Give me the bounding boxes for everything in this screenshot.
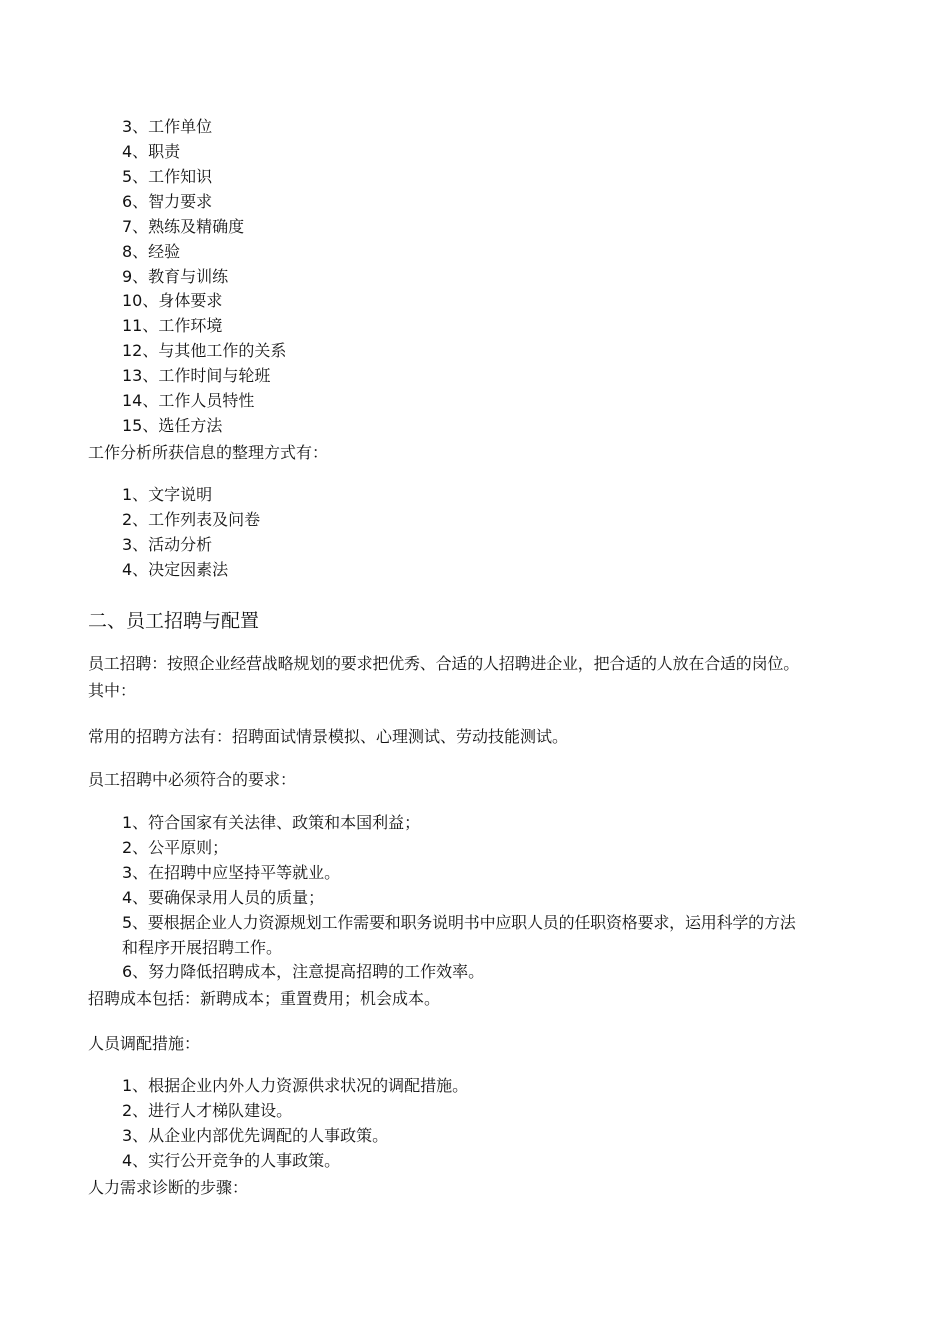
list-item: 12、与其他工作的关系 <box>122 341 287 360</box>
list-item: 4、职责 <box>122 142 181 161</box>
list-item: 9、教育与训练 <box>122 267 229 286</box>
list-item: 3、从企业内部优先调配的人事政策。 <box>122 1126 389 1145</box>
paragraph-cost: 招聘成本包括：新聘成本；重置费用；机会成本。 <box>88 989 441 1008</box>
list-item: 1、符合国家有关法律、政策和本国利益； <box>122 813 421 832</box>
paragraph-info-organize: 工作分析所获信息的整理方式有： <box>88 443 329 462</box>
list-item: 4、要确保录用人员的质量； <box>122 888 325 907</box>
list-item: 5、要根据企业人力资源规划工作需要和职务说明书中应职人员的任职资格要求，运用科学的方法 <box>122 913 796 932</box>
list-item: 4、实行公开竞争的人事政策。 <box>122 1151 341 1170</box>
paragraph-measures: 人员调配措施： <box>88 1034 201 1053</box>
list-item: 11、工作环境 <box>122 316 223 335</box>
paragraph-recruit-definition: 员工招聘：按照企业经营战略规划的要求把优秀、合适的人招聘进企业，把合适的人放在合适的岗位。 <box>88 654 800 673</box>
list-item: 13、工作时间与轮班 <box>122 366 271 385</box>
paragraph-requirements: 员工招聘中必须符合的要求： <box>88 770 297 789</box>
list-item: 3、活动分析 <box>122 535 213 554</box>
list-item: 8、经验 <box>122 242 181 261</box>
list-item: 2、公平原则； <box>122 838 229 857</box>
section-heading: 二、员工招聘与配置 <box>88 610 260 632</box>
list-item-continuation: 和程序开展招聘工作。 <box>122 938 283 957</box>
list-item: 4、决定因素法 <box>122 560 229 579</box>
list-item: 15、选任方法 <box>122 416 223 435</box>
list-item: 1、文字说明 <box>122 485 213 504</box>
paragraph-methods: 常用的招聘方法有：招聘面试情景模拟、心理测试、劳动技能测试。 <box>88 727 569 746</box>
list-item: 6、努力降低招聘成本，注意提高招聘的工作效率。 <box>122 962 485 981</box>
list-item: 1、根据企业内外人力资源供求状况的调配措施。 <box>122 1076 469 1095</box>
list-item: 14、工作人员特性 <box>122 391 255 410</box>
list-item: 3、在招聘中应坚持平等就业。 <box>122 863 341 882</box>
paragraph-diagnosis: 人力需求诊断的步骤： <box>88 1178 249 1197</box>
list-item: 2、进行人才梯队建设。 <box>122 1101 293 1120</box>
paragraph-among: 其中： <box>88 681 137 700</box>
list-item: 5、工作知识 <box>122 167 213 186</box>
list-item: 3、工作单位 <box>122 117 213 136</box>
list-item: 10、身体要求 <box>122 291 223 310</box>
list-item: 6、智力要求 <box>122 192 213 211</box>
list-item: 7、熟练及精确度 <box>122 217 245 236</box>
list-item: 2、工作列表及问卷 <box>122 510 261 529</box>
